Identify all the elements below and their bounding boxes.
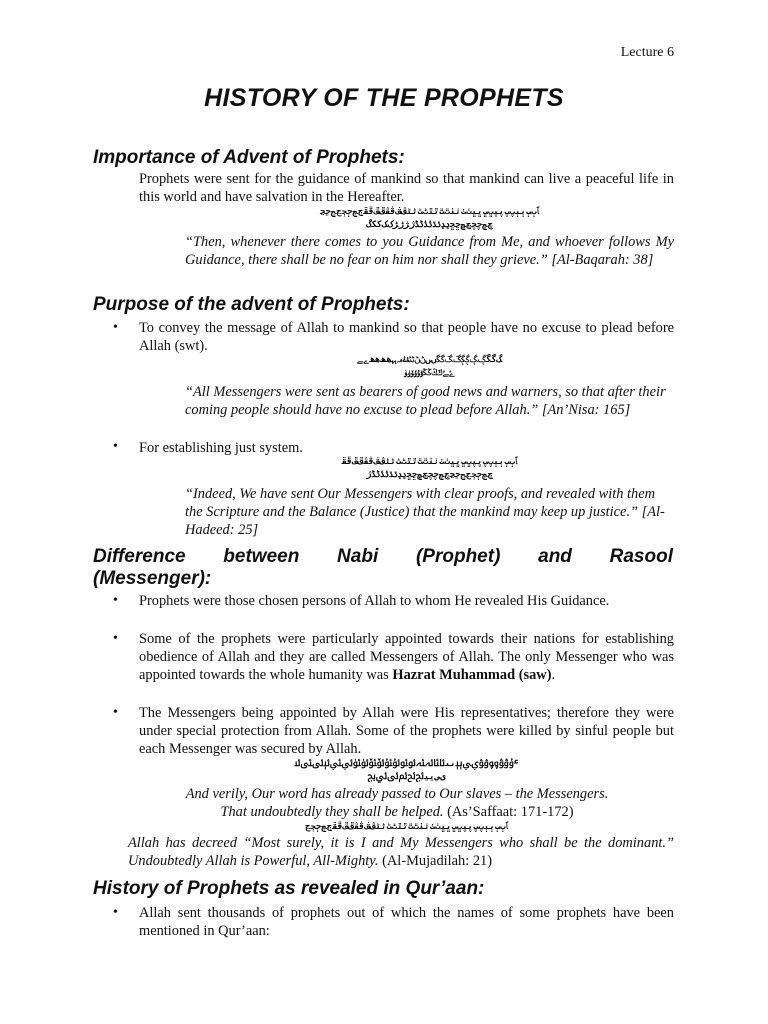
bullet-marker: • <box>113 320 118 335</box>
arabic-verse: ﭲﭳﭴﭵﭶﭷﭸﭹﭺﭻﭼﭽﭾﭿﮀﮁﮂﮃﮄﮅﮆﮇﮈﮉﮊ <box>365 470 494 480</box>
quote-saffaat-line1: And verily, Our word has already passed to Our slaves – the Messengers. <box>185 786 609 802</box>
arabic-verse: ﭺﭻﭼﭽﭾﭿﮀﮁﮂﮃﮄﮅﮆﮇﮈﮉﮊﮋﮌﮍﮎﮏﮐﮑﮒ <box>365 220 494 230</box>
purpose-bullet-2: For establishing just system. <box>139 440 303 456</box>
lecture-label: Lecture 6 <box>620 45 674 60</box>
bullet-marker: • <box>113 905 118 920</box>
heading-purpose: Purpose of the advent of Prophets: <box>93 294 410 315</box>
arabic-verse: ﭑﭒﭓﭔﭕﭖﭗﭘﭙﭚﭛﭜﭝﭞﭟﭠﭡﭢﭣﭤﭥﭦﭧﭨﭩﭪﭫﭬﭭﭮﭯﭰﭱ <box>341 457 518 467</box>
hazrat-muhammad-bold: Hazrat Muhammad (saw) <box>392 667 552 683</box>
heading-history: History of Prophets as revealed in Qur’aan: <box>93 878 485 899</box>
page-title: HISTORY OF THE PROPHETS <box>204 84 564 112</box>
difference-bullet-2: Some of the prophets were particularly appointed towards their nations for establishing obedience of Allah and they are called Messengers of Allah. The only Messenger who was appointed towards the whole humanity was Hazrat Muhammad (saw). <box>139 631 674 683</box>
quote-hadeed: “Indeed, We have sent Our Messengers with clear proofs, and revealed with them the Scripture and the Balance (Justice) that the mankind may keep up justice.” [Al-Hadeed: 25] <box>185 486 665 538</box>
purpose-bullet-1: To convey the message of Allah to mankind so that people have no excuse to plead before Allah (swt). <box>139 320 674 354</box>
ref-saffaat: (As’Saffaat: 171-172) <box>443 804 574 820</box>
arabic-verse: ﭑﭒﭓﭔﭕﭖﭗﭘﭙﭚﭛﭜﭝﭞﭟﭠﭡﭢﭣﭤﭥﭦﭧﭨﭩﭪﭫﭬﭭﭮﭯﭰﭱﭲﭳﭴﭵﭶﭷﭸﭹ <box>319 207 540 217</box>
difference-bullet-3: The Messengers being appointed by Allah were His representatives; therefore they were under special protection from Allah. Some of the prophets were killed by sinful people but each Messenger was secured by Allah. <box>139 705 674 757</box>
bullet-marker: • <box>113 593 118 608</box>
quote-nisa: “All Messengers were sent as bearers of good news and warners, so that after their coming people should have no excuse to plead before Allah.” [An’Nisa: 165] <box>185 384 666 418</box>
bullet-marker: • <box>113 631 118 646</box>
bullet-marker: • <box>113 705 118 720</box>
heading-difference-line2: (Messenger): <box>93 568 212 589</box>
arabic-verse: ﭑﭒﭓﭔﭕﭖﭗﭘﭙﭚﭛﭜﭝﭞﭟﭠﭡﭢﭣﭤﭥﭦﭧﭨﭩﭪﭫﭬﭭﭮﭯﭰﭱﭲﭳﭴﭵﭶ <box>305 822 508 832</box>
importance-paragraph: Prophets were sent for the guidance of mankind so that mankind can live a peaceful life in this world and have salvation in the Hereafter. <box>139 171 674 205</box>
arabic-verse: ﮓﮔﮕﮖﮗﮘﮙﮚﮛﮜﮝﮞﮟﮠﮡﮢﮣﮤﮥﮦﮧﮨﮩﮪﮫﮬﮭﮮﮯ <box>356 355 503 365</box>
bullet-marker: • <box>113 439 118 454</box>
heading-importance: Importance of Advent of Prophets: <box>93 147 405 168</box>
quote-baqarah: “Then, whenever there comes to you Guidance from Me, and whoever follows My Guidance, there shall be no fear on him nor shall they grieve.” [Al-Baqarah: 38] <box>185 234 674 268</box>
arabic-verse: ﮰﮱﯓﯔﯕﯖﯗﯘﯙﯚﯛﯜ <box>403 368 456 378</box>
history-bullet-1: Allah sent thousands of prophets out of which the names of some prophets have been mentioned in Qur’aan: <box>139 905 674 939</box>
ref-mujadilah: (Al-Mujadilah: 21) <box>378 853 493 869</box>
arabic-verse: ﯝﯞﯟﯠﯡﯢﯣﯤﯥﯦﯧﯨﯩﯪﯫﯬﯭﯮﯯﯰﯱﯲﯳﯴﯵﯶﯷﯸﯹﯺﯻ <box>294 759 519 769</box>
quote-saffaat-line2: That undoubtedly they shall be helped. (As’Saffaat: 171-172) <box>220 804 574 820</box>
heading-difference: Difference between Nabi (Prophet) and Rasool <box>93 546 673 567</box>
difference-bullet-1: Prophets were those chosen persons of Allah to whom He revealed His Guidance. <box>139 593 610 609</box>
arabic-verse: ﯼﯽﯾﯿﰀﰁﰂﰃﰄﰅ <box>367 772 446 782</box>
quote-mujadilah: Allah has decreed “Most surely, it is I and My Messengers who shall be the dominant.” Undoubtedly Allah is Powerful, All-Mighty. (Al-Mujadilah: 21) <box>128 835 674 869</box>
